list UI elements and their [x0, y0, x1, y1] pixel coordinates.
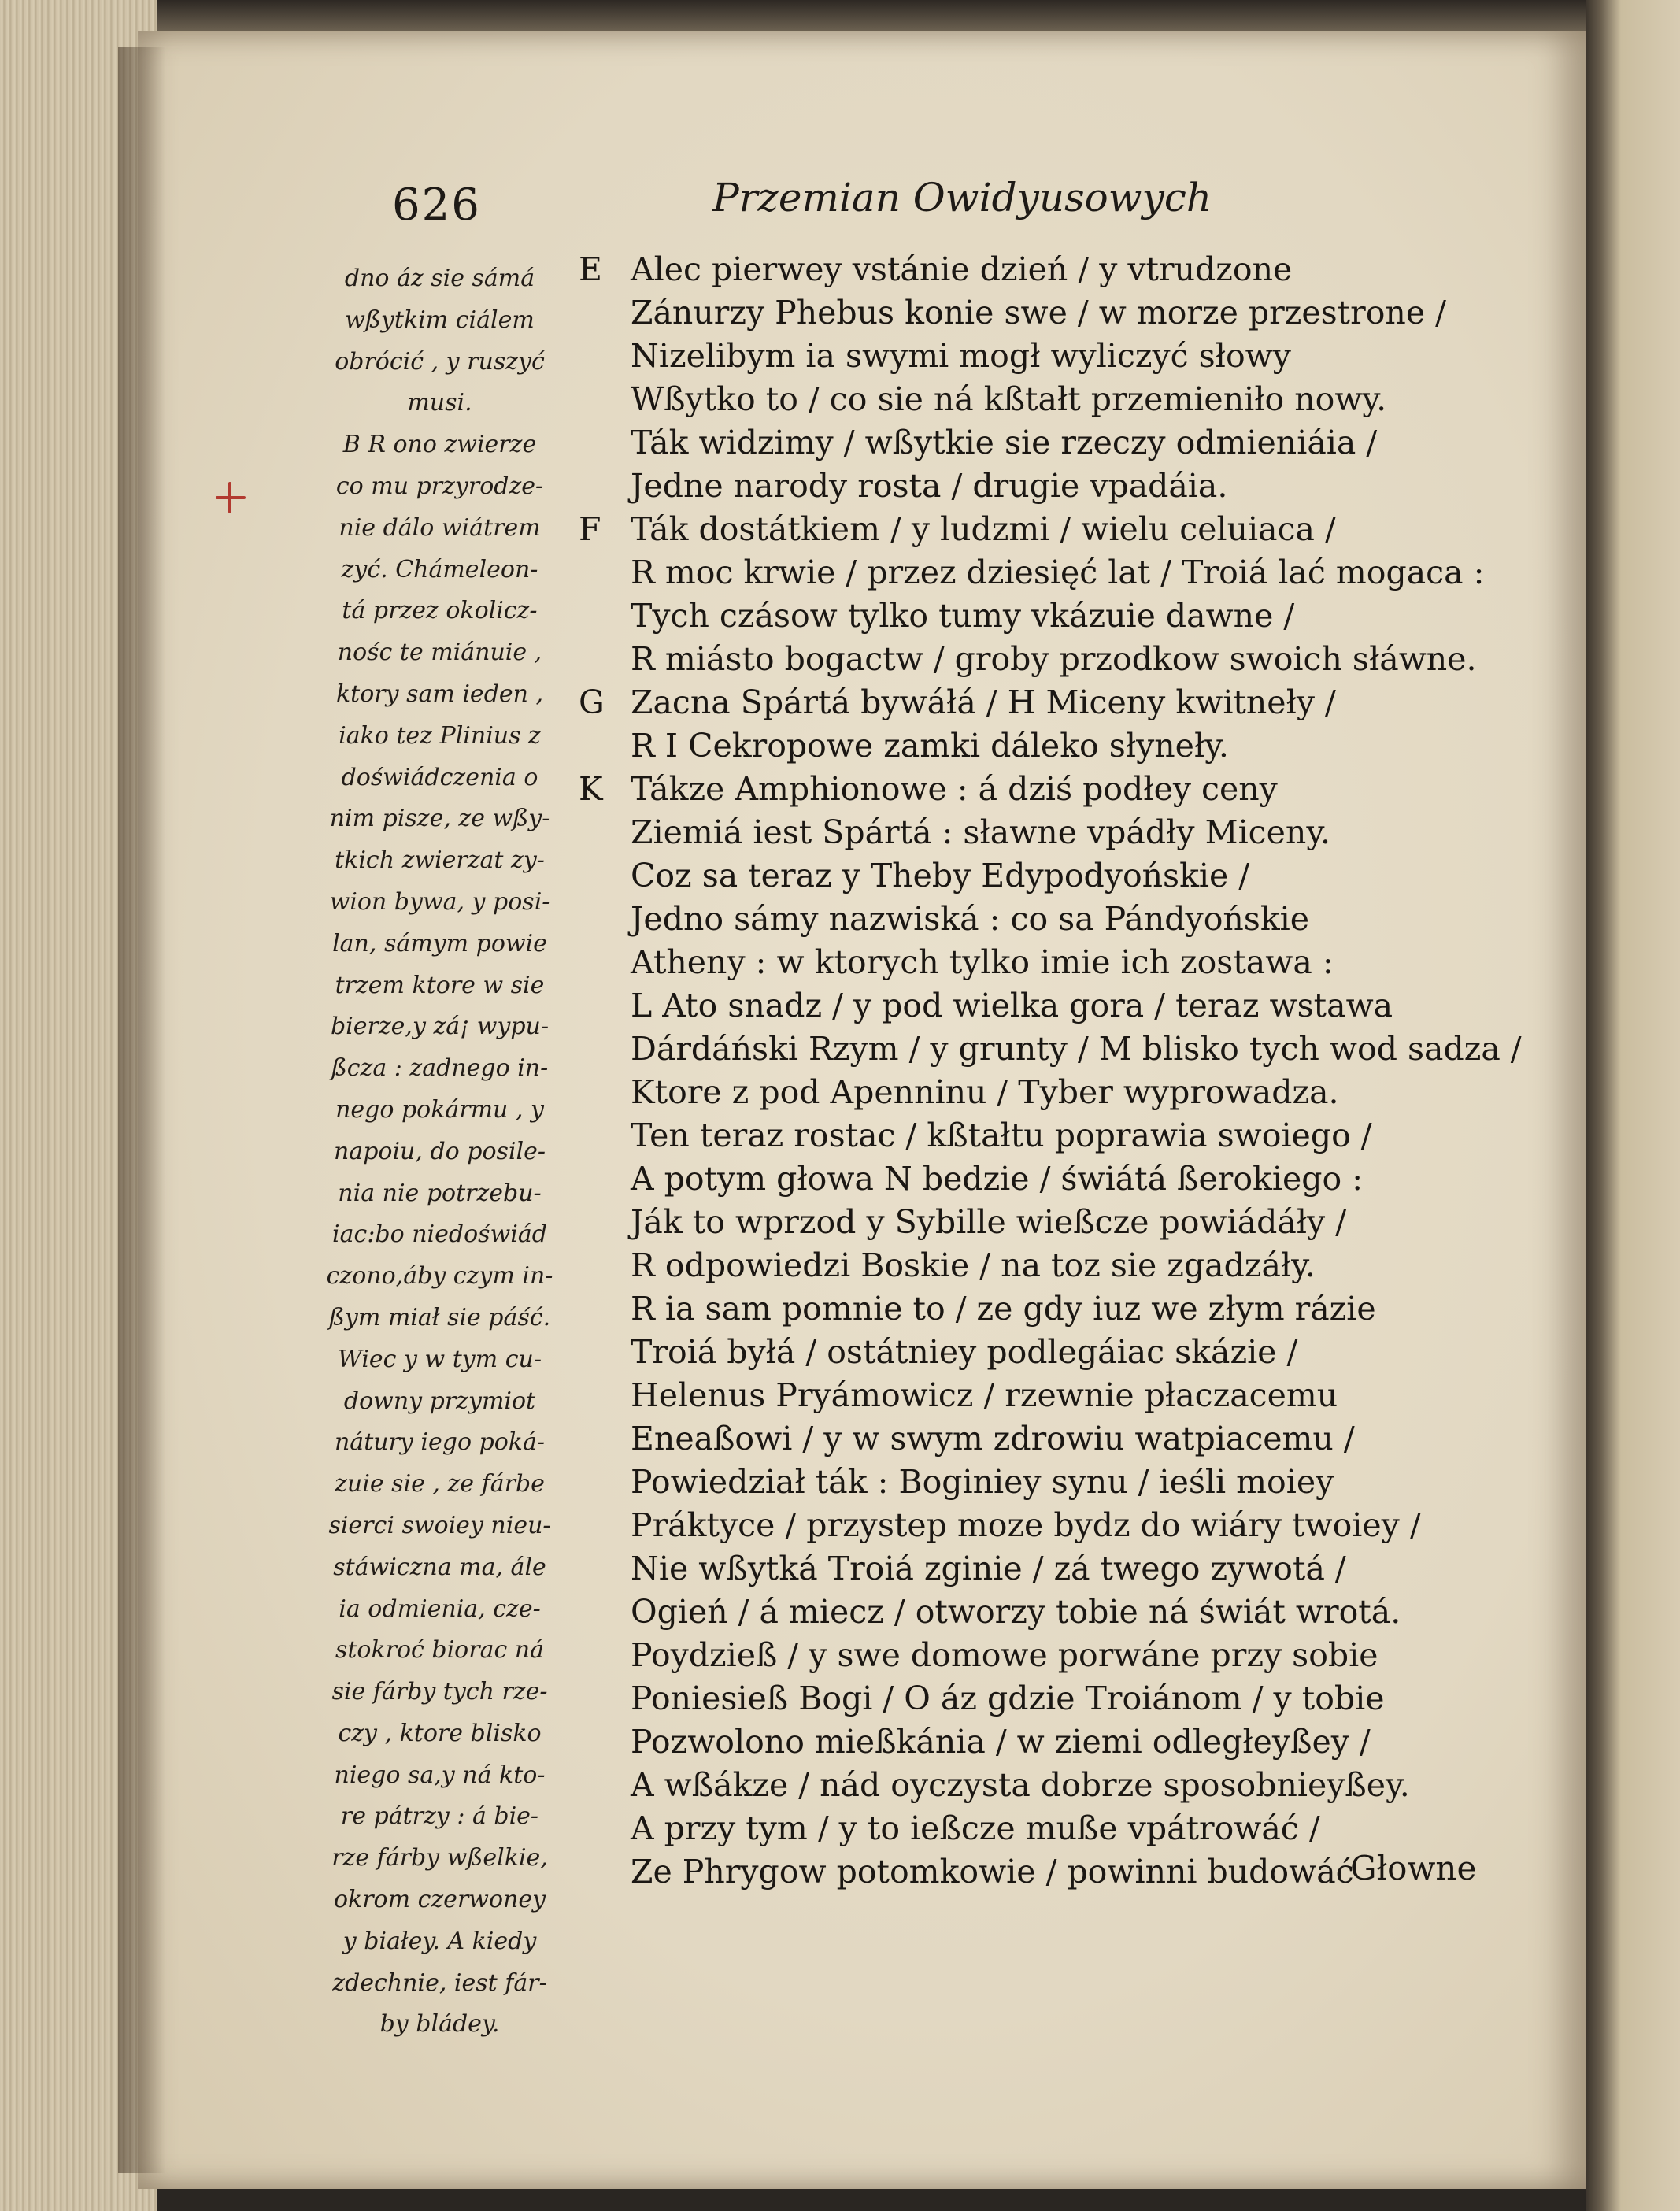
verse-text: R I Cekropowe zamki dáleko słyneły.: [631, 727, 1229, 765]
margin-note-line: iac:bo niedoświád: [332, 1220, 547, 1249]
verse-line: [579, 378, 1508, 421]
verse-marker: [579, 1331, 631, 1374]
verse-line: [579, 1157, 1508, 1201]
verse-text: Troiá byłá / ostátniey podlegáiac skázie /: [631, 1333, 1298, 1371]
verse-marker: [579, 1850, 631, 1894]
verse-marker: [579, 1764, 631, 1807]
verse-text: Ták widzimy / wßytkie sie rzeczy odmieniáia /: [631, 424, 1378, 461]
verse-marker: [579, 378, 631, 421]
margin-note-line: napoiu, do posile-: [333, 1137, 546, 1165]
verse-marker: [579, 1157, 631, 1201]
verse-marker: [579, 984, 631, 1028]
margin-note-line: co mu przyrodze-: [335, 472, 544, 500]
margin-note-line: doświádczenia o: [341, 763, 538, 791]
verse-line: [579, 508, 1508, 551]
verse-text: Jedne narody rosta / drugie vpadáia.: [631, 467, 1228, 505]
verse-line: [579, 1071, 1508, 1114]
verse-line: [579, 291, 1508, 335]
verse-line: [579, 724, 1508, 768]
margin-note-line: y białey. A kiedy: [342, 1927, 537, 1955]
verse-text: A wßákze / nád oyczysta dobrze sposobnieyßey.: [631, 1766, 1410, 1804]
margin-note: [312, 258, 568, 2046]
verse-line: [579, 1807, 1508, 1850]
margin-note-line: downy przymiot: [343, 1387, 536, 1415]
margin-note-line: B R ono zwierze: [342, 431, 537, 459]
verse-marker: [579, 1807, 631, 1850]
verse-text: Alec pierwey vstánie dzień / y vtrudzone: [631, 250, 1293, 288]
verse-line: [579, 681, 1508, 724]
verse-marker: F: [579, 510, 601, 548]
verse-text: Ogień / á miecz / otworzy tobie ná świát wrotá.: [631, 1593, 1401, 1631]
verse-marker: [579, 1720, 631, 1764]
verse-text: R odpowiedzi Boskie / na toz sie zgadzáły.: [631, 1246, 1316, 1284]
margin-note-line: stokroć biorac ná: [335, 1636, 545, 1665]
verse-line: [579, 1461, 1508, 1504]
verse-text: Ten teraz rostac / kßtałtu poprawia swoiego /: [631, 1117, 1372, 1154]
verse-text: Ze Phrygow potomkowie / powinni budowáć: [631, 1853, 1354, 1891]
verse-text: Dárdáński Rzym / y grunty / M blisko tych wod sadza /: [631, 1030, 1522, 1068]
verse-text: Nizelibym ia swymi mogł wyliczyć słowy: [631, 337, 1291, 375]
verse-marker: [579, 291, 631, 335]
verse-text: Jedno sámy nazwiská : co sa Pándyońskie: [631, 900, 1310, 938]
verse-marker: [579, 1114, 631, 1157]
margin-note-line: bierze,y zá¡ wypu-: [330, 1013, 550, 1041]
verse-marker: K: [579, 770, 603, 808]
verse-text: Ják to wprzod y Sybille wießcze powiádáły /: [631, 1203, 1347, 1241]
verse-marker: [579, 898, 631, 941]
verse-marker: [579, 1504, 631, 1547]
margin-note-line: wion bywa, y posi-: [329, 887, 550, 916]
verse-text: Helenus Pryámowicz / rzewnie płaczacemu: [631, 1376, 1338, 1414]
verse-text: Ták dostátkiem / y ludzmi / wielu celuiaca /: [631, 510, 1336, 548]
margin-note-line: lan, sámym powie: [332, 929, 547, 957]
verse-marker: [579, 724, 631, 768]
margin-note-line: musi.: [407, 389, 472, 417]
verse-text: Coz sa teraz y Theby Edypodyońskie /: [631, 857, 1250, 894]
verse-line: [579, 768, 1508, 811]
verse-text: Zánurzy Phebus konie swe / w morze przestrone /: [631, 294, 1446, 331]
verse-marker: [579, 1417, 631, 1461]
verse-marker: [579, 1677, 631, 1720]
margin-note-line: tá przez okolicz-: [342, 597, 538, 625]
verse-line: [579, 594, 1508, 638]
margin-note-line: zuie sie , ze fárbe: [335, 1470, 545, 1498]
verse-text: Poydzieß / y swe domowe porwáne przy sobie: [631, 1636, 1378, 1674]
verse-marker: [579, 854, 631, 898]
margin-note-line: niego sa,y ná kto-: [334, 1761, 546, 1789]
verse-text: Tákze Amphionowe : á dziś podłey ceny: [631, 770, 1278, 808]
gutter-shadow: [118, 47, 165, 2173]
margin-note-line: dno áz sie sámá: [344, 265, 535, 292]
margin-note-line: rze fárby wßelkie,: [331, 1844, 548, 1872]
verse-text: Tych czásow tylko tumy vkázuie dawne /: [631, 597, 1295, 635]
verse-line: [579, 421, 1508, 465]
verse-marker: [579, 335, 631, 378]
facing-page-edge: [1586, 0, 1680, 2211]
verse-line: [579, 551, 1508, 594]
margin-note-line: nia nie potrzebu-: [338, 1179, 542, 1207]
verse-line: [579, 941, 1508, 984]
verse-line: [579, 1374, 1508, 1417]
verse-marker: [579, 1591, 631, 1634]
verse-marker: [579, 551, 631, 594]
verse-line: [579, 1244, 1508, 1287]
verse-line: [579, 1417, 1508, 1461]
margin-note-line: zdechnie, iest fár-: [332, 1968, 547, 1997]
verse-marker: [579, 1547, 631, 1591]
catchword: Głowne: [1350, 1849, 1477, 1887]
verse-line: [579, 1677, 1508, 1720]
verse-marker: [579, 811, 631, 854]
verse-marker: G: [579, 683, 605, 721]
margin-note-line: okrom czerwoney: [333, 1886, 546, 1914]
verse-line: [579, 1504, 1508, 1547]
verse-text: L Ato snadz / y pod wielka gora / teraz wstawa: [631, 987, 1393, 1024]
verse-text: Nie wßytká Troiá zginie / zá twego zywotá /: [631, 1550, 1346, 1587]
margin-note-line: czono,áby czym in-: [326, 1262, 553, 1291]
verse-line: [579, 811, 1508, 854]
page-number: 626: [392, 180, 481, 231]
verse-line: [579, 898, 1508, 941]
verse-text: Práktyce / przystep moze bydz do wiáry twoiey /: [631, 1506, 1421, 1544]
verse-marker: [579, 1374, 631, 1417]
verse-line: [579, 1114, 1508, 1157]
verse-text: Ktore z pod Apenninu / Tyber wyprowadza.: [631, 1073, 1339, 1111]
verse-marker: [579, 465, 631, 508]
verse-text: Pozwolono mießkánia / w ziemi odległeyßey /: [631, 1723, 1371, 1761]
margin-note-line: sierci swoiey nieu-: [328, 1511, 551, 1539]
verse-line: [579, 1720, 1508, 1764]
margin-note-line: ia odmienia, cze-: [339, 1594, 541, 1623]
verse-marker: [579, 1028, 631, 1071]
verse-marker: [579, 1287, 631, 1331]
verse-text: R miásto bogactw / groby przodkow swoich słáwne.: [631, 640, 1477, 678]
margin-note-line: ßym miał sie páść.: [328, 1303, 551, 1331]
verse-marker: [579, 1201, 631, 1244]
verse-marker: [579, 1244, 631, 1287]
margin-note-line: tkich zwierzat zy-: [335, 846, 545, 875]
verse-line: [579, 1028, 1522, 1071]
margin-note-line: ßcza : zadnego in-: [331, 1054, 549, 1083]
margin-note-line: ktory sam ieden ,: [335, 680, 544, 708]
poem-text: [579, 248, 1522, 1894]
margin-note-line: obrócić , y ruszyć: [335, 347, 545, 376]
verse-text: R ia sam pomnie to / ze gdy iuz we złym rázie: [631, 1290, 1376, 1328]
verse-line: [579, 984, 1508, 1028]
verse-line: [579, 638, 1508, 681]
margin-note-line: re pátrzy : á bie-: [340, 1802, 539, 1831]
margin-note-line: stáwiczna ma, ále: [333, 1553, 546, 1581]
verse-line: [579, 335, 1508, 378]
verse-line: [579, 1764, 1508, 1807]
verse-text: A potym głowa N bedzie / świátá ßerokiego :: [631, 1160, 1364, 1198]
margin-note-line: iako tez Plinius z: [339, 721, 541, 750]
verse-text: Eneaßowi / y w swym zdrowiu watpiacemu /: [631, 1420, 1355, 1457]
verse-line: [579, 1331, 1508, 1374]
verse-text: Zacna Spártá bywáłá / H Miceny kwitneły /: [631, 683, 1336, 721]
margin-note-line: zyć. Chámeleon-: [341, 555, 538, 583]
verse-line: [579, 1634, 1508, 1677]
verse-text: Atheny : w ktorych tylko imie ich zostawa :: [631, 943, 1334, 981]
margin-note-line: by bládey.: [379, 2010, 500, 2039]
verse-line: [579, 248, 1508, 291]
margin-note-line: wßytkim ciálem: [345, 306, 535, 334]
verse-text: R moc krwie / przez dziesięć lat / Troiá lać mogaca :: [631, 554, 1485, 591]
red-cross-mark-icon: [213, 480, 247, 515]
margin-note-line: czy , ktore blisko: [338, 1719, 542, 1747]
verse-line: [579, 1201, 1508, 1244]
verse-marker: [579, 421, 631, 465]
margin-note-line: nátury iego poká-: [334, 1428, 546, 1457]
verse-line: [579, 1287, 1508, 1331]
margin-note-line: nego pokármu , y: [335, 1095, 544, 1124]
margin-note-line: nie dálo wiátrem: [339, 513, 541, 542]
verse-text: Poniesieß Bogi / O áz gdzie Troiánom / y tobie: [631, 1680, 1385, 1717]
verse-marker: [579, 1634, 631, 1677]
verse-marker: [579, 1071, 631, 1114]
verse-line: [579, 465, 1508, 508]
verse-marker: [579, 638, 631, 681]
verse-text: Ziemiá iest Spártá : sławne vpádły Miceny.: [631, 813, 1331, 851]
verse-marker: E: [579, 250, 602, 288]
verse-text: Powiedział ták : Boginiey synu / ieśli moiey: [631, 1463, 1334, 1501]
margin-note-line: Wiec y w tym cu-: [338, 1345, 542, 1373]
margin-note-line: sie fárby tych rze-: [331, 1678, 548, 1706]
verse-line: [579, 1591, 1508, 1634]
verse-marker: [579, 941, 631, 984]
margin-note-line: nim pisze, ze wßy-: [329, 805, 550, 833]
running-head: Przemian Owidyusowych: [712, 175, 1212, 220]
verse-text: Wßytko to / co sie ná kßtałt przemieniło nowy.: [631, 380, 1387, 418]
verse-line: [579, 1547, 1508, 1591]
margin-note-line: trzem ktore w sie: [335, 971, 545, 999]
verse-line: [579, 854, 1508, 898]
verse-text: A przy tym / y to ießcze muße vpátrowáć /: [631, 1809, 1320, 1847]
verse-marker: [579, 1461, 631, 1504]
verse-marker: [579, 594, 631, 638]
margin-note-line: nośc te miánuie ,: [337, 639, 542, 667]
